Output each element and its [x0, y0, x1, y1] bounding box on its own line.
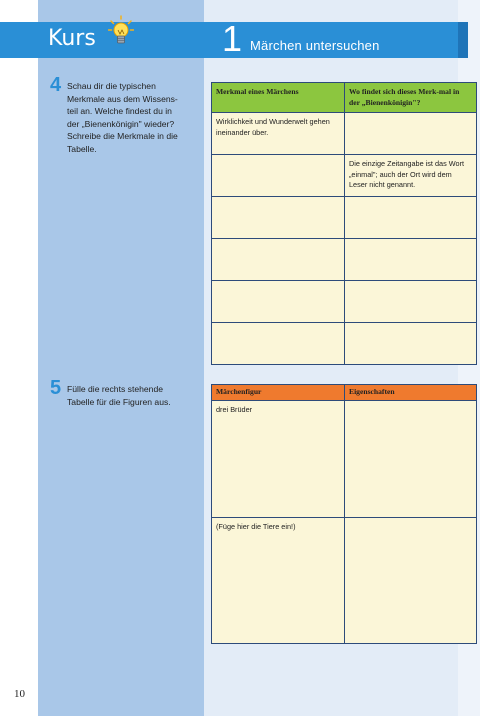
task-line: Merkmale aus dem Wissens- — [67, 93, 178, 104]
unit-title: Märchen untersuchen — [250, 38, 380, 53]
table-cell[interactable] — [345, 239, 477, 281]
table-row — [212, 239, 477, 281]
table-row — [212, 281, 477, 323]
column-header: Wo findet sich dieses Merk-mal in der „Bienenkönigin"? — [345, 83, 477, 113]
table-cell[interactable]: Die einzige Zeitangabe ist das Wort „einmal"; auch der Ort wird dem Leser nicht genannt. — [345, 155, 477, 197]
table-cell[interactable] — [345, 113, 477, 155]
column-header: Merkmal eines Märchens — [212, 83, 345, 113]
table-cell[interactable] — [212, 197, 345, 239]
table-cell[interactable] — [212, 239, 345, 281]
task-line: Schau dir die typischen — [67, 81, 156, 91]
page-number: 10 — [14, 688, 25, 700]
characters-table — [211, 384, 477, 644]
task-line: teil an. Welche findest du in — [67, 106, 172, 116]
table-header-row — [212, 385, 477, 401]
task-instruction — [67, 383, 203, 408]
table-row — [212, 197, 477, 239]
column-header: Eigenschaften — [345, 385, 477, 401]
table-cell[interactable] — [212, 323, 345, 365]
task-number: 5 — [50, 377, 62, 399]
table-row — [212, 400, 477, 517]
table-cell[interactable] — [212, 155, 345, 197]
table-cell[interactable] — [345, 400, 477, 517]
table-cell[interactable] — [345, 281, 477, 323]
table-row — [212, 155, 477, 197]
table-cell[interactable] — [212, 281, 345, 323]
table-row — [212, 323, 477, 365]
table-cell[interactable] — [345, 323, 477, 365]
lightbulb-icon — [108, 15, 134, 53]
unit-number: 1 — [222, 18, 243, 59]
column-header: Märchenfigur — [212, 385, 345, 401]
table-row — [212, 113, 477, 155]
task-line: Fülle die rechts stehende — [67, 384, 164, 394]
table-header-row — [212, 83, 477, 113]
table-cell[interactable] — [345, 517, 477, 643]
task-line: der „Bienenkönigin" wieder? — [67, 118, 175, 129]
table-row — [212, 517, 477, 643]
table-cell[interactable] — [345, 197, 477, 239]
features-table — [211, 82, 477, 365]
table-cell[interactable]: Wirklichkeit und Wunderwelt gehen ineinander über. — [212, 113, 345, 155]
task-number: 4 — [50, 74, 62, 96]
table-cell[interactable]: (Füge hier die Tiere ein!) — [212, 517, 345, 643]
task-line: Tabelle für die Figuren aus. — [67, 396, 171, 407]
task-instruction — [67, 80, 203, 155]
course-label: Kurs — [48, 26, 96, 51]
header-tab — [458, 22, 468, 58]
task-line: Schreibe die Merkmale in die — [67, 131, 178, 141]
task-line: Tabelle. — [67, 143, 97, 154]
table-cell[interactable]: drei Brüder — [212, 400, 345, 517]
